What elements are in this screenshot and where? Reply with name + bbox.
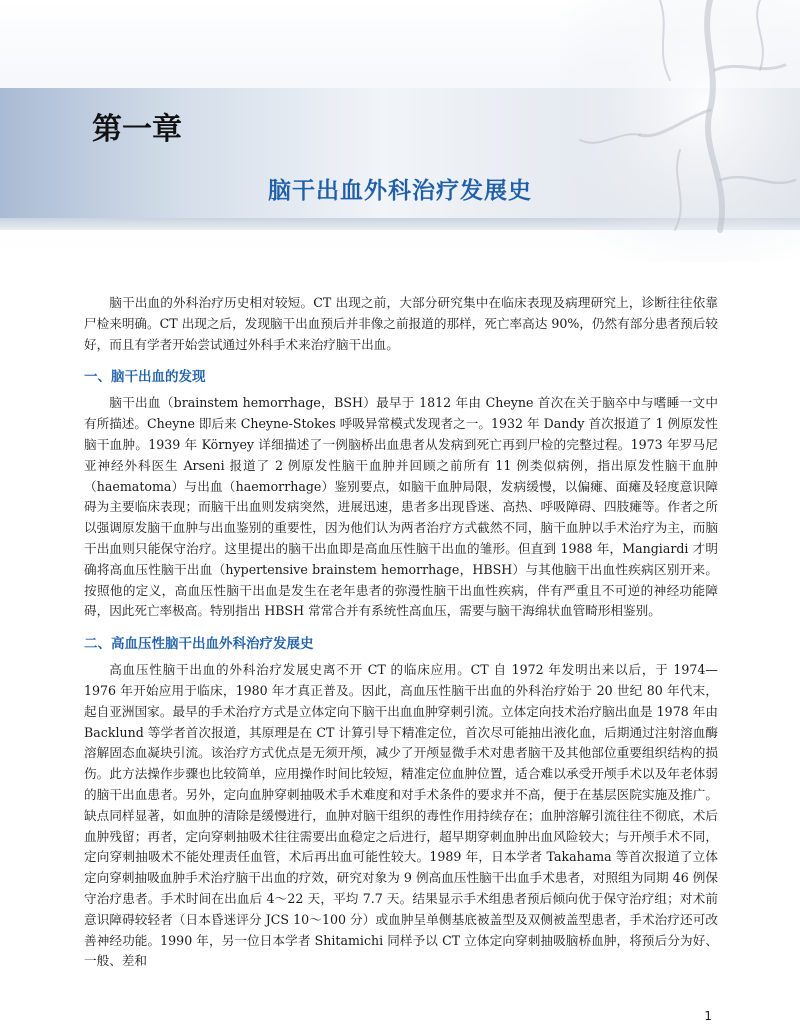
section-paragraph: 脑干出血（brainstem hemorrhage，BSH）最早于 1812 年由 Cheyne 首次在关于脑卒中与嗜睡一文中有所描述。Cheyne 即后来 Cheyne-Stokes 呼吸异常模式发现者之一。1932 年 Dandy 首次报道了 1 例原发性脑干血肿。1939 年 Környey 详细描述了一例脑桥出血患者从发病到死亡再到尸检的完整过程。1973 年罗马尼亚神经外科医生 Arseni 报道了 2 例原发性脑干血肿并回顾之前所有 11 例类似病例，指出原发性脑干血肿（haematoma）与出血（haemorrhage）鉴别要点，如脑干血肿局限，发病缓慢，以偏瘫、面瘫及轻度意识障碍为主要临床表现；而脑干出血则发病突然，进展迅速，患者多出现昏迷、高热、呼吸障碍、四肢瘫等。作者之所以强调原发脑干血肿与出血鉴别的重要性，因为他们认为两者治疗方式截然不同，脑干血肿以手术治疗为主，而脑干出血则只能保守治疗。这里提出的脑干出血即是高血压性脑干出血的雏形。但直到 1988 年，Mangiardi 才明确将高血压性脑干出血（hypertensive brainstem hemorrhage，HBSH）与其他脑干出血性疾病区别开来。按照他的定义，高血压性脑干出血是发生在老年患者的弥漫性脑干出血性疾病，伴有严重且不可逆的神经功能障碍，因此死亡率极高。特别指出 HBSH 常常合并有系统性高血压，需要与脑干海绵状血管畸形相鉴别。 [84,395,718,619]
chapter-banner [0,0,800,262]
section-heading: 二、高血压性脑干出血外科治疗发展史 [84,636,314,653]
page-number: 1 [704,1009,712,1023]
section-paragraph: 高血压性脑干出血的外科治疗发展史离不开 CT 的临床应用。CT 自 1972 年发明出来以后，于 1974—1976 年开始应用于临床，1980 年才真正普及。因此，高血压性脑干出血的外科治疗始于 20 世纪 80 年代末，起自亚洲国家。最早的手术治疗方式是立体定向下脑干出血血肿穿刺引流。立体定向技术治疗脑出血是 1978 年由 Backlund 等学者首次报道，其原理是在 CT 计算引导下精准定位，首次尽可能抽出液化血，后期通过注射溶血酶溶解固态血凝块引流。该治疗方式优点是无须开颅，减少了开颅显微手术对患者脑干及其他部位重要组织结构的损伤。此方法操作步骤也比较简单，应用操作时间比较短，精准定位血肿位置，适合难以承受开颅手术以及年老体弱的脑干出血患者。另外，定向血肿穿刺抽吸术手术难度和对手术条件的要求并不高，便于在基层医院实施及推广。缺点同样显著，如血肿的清除是缓慢进行，血肿对脑干组织的毒性作用持续存在；血肿溶解引流往往不彻底，术后血肿残留；再者，定向穿刺抽吸术往往需要出血稳定之后进行，超早期穿刺血肿出血风险较大；与开颅手术不同，定向穿刺抽吸术不能处理责任血管，术后再出血可能性较大。1989 年，日本学者 Takahama 等首次报道了立体定向穿刺抽吸血肿手术治疗脑干出血的疗效，研究对象为 9 例高血压性脑干出血手术患者，对照组为同期 46 例保守治疗患者。手术时间在出血后 4～22 天，平均 7.7 天。结果显示手术组患者预后倾向优于保守治疗组；对术前意识障碍较轻者（日本昏迷评分 JCS 10～100 分）或血肿呈单侧基底被盖型及双侧被盖型患者，手术治疗还可改善神经功能。1990 年，另一位日本学者 Shitamichi 同样予以 CT 立体定向穿刺抽吸脑桥血肿，将预后分为好、一般、差和 [84,662,718,969]
chapter-title: 脑干出血外科治疗发展史 [268,178,532,204]
chapter-body [84,293,718,972]
chapter-number: 第一章 [92,112,182,147]
vascular-illustration [560,0,800,262]
intro-paragraph: 脑干出血的外科治疗历史相对较短。CT 出现之前，大部分研究集中在临床表现及病理研究上，诊断往往依靠尸检来明确。CT 出现之后，发现脑干出血预后并非像之前报道的那样，死亡率高达 90%，仍然有部分患者预后较好，而且有学者开始尝试通过外科手术来治疗脑干出血。 [84,295,718,352]
section-heading: 一、脑干出血的发现 [84,369,206,386]
